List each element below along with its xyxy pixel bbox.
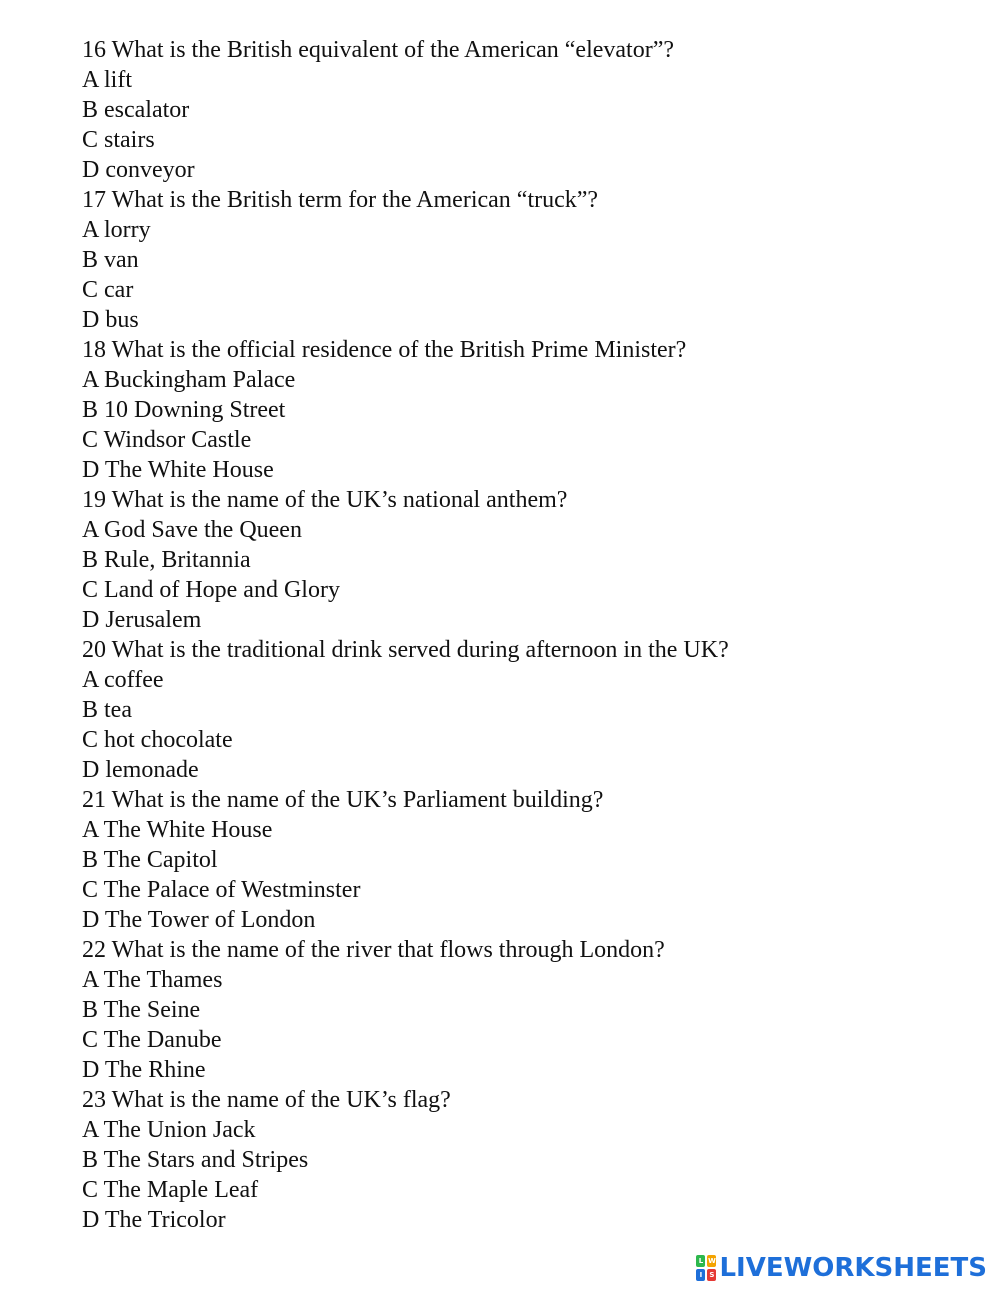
logo-tile-i: I xyxy=(696,1269,705,1281)
option-20-d: D lemonade xyxy=(82,757,199,783)
liveworksheets-logo-text: LIVEWORKSHEETS xyxy=(719,1253,987,1283)
question-17: 17 What is the British term for the American “truck”? xyxy=(82,187,599,213)
option-21-c: C The Palace of Westminster xyxy=(82,877,361,903)
option-23-b: B The Stars and Stripes xyxy=(82,1147,309,1173)
option-19-a: A God Save the Queen xyxy=(82,517,302,543)
option-16-b: B escalator xyxy=(82,97,190,123)
option-19-b: B Rule, Britannia xyxy=(82,547,251,573)
option-19-d: D Jerusalem xyxy=(82,607,202,633)
logo-tile-s: S xyxy=(709,1271,715,1279)
question-16: 16 What is the British equivalent of the American “elevator”? xyxy=(82,37,675,63)
option-16-c: C stairs xyxy=(82,127,155,153)
logo-tile-w: W xyxy=(708,1257,716,1265)
option-22-d: D The Rhine xyxy=(82,1057,206,1083)
question-20: 20 What is the traditional drink served during afternoon in the UK? xyxy=(82,637,729,663)
option-22-a: A The Thames xyxy=(82,967,223,993)
option-23-a: A The Union Jack xyxy=(82,1117,256,1143)
option-17-b: B van xyxy=(82,247,139,273)
option-16-d: D conveyor xyxy=(82,157,195,183)
option-22-c: C The Danube xyxy=(82,1027,222,1053)
option-18-c: C Windsor Castle xyxy=(82,427,252,453)
liveworksheets-logo-icon xyxy=(696,1255,716,1281)
option-21-b: B The Capitol xyxy=(82,847,218,873)
logo-tile-l: L xyxy=(696,1255,705,1267)
option-20-b: B tea xyxy=(82,697,132,723)
liveworksheets-logo xyxy=(696,1253,987,1283)
option-17-d: D bus xyxy=(82,307,139,333)
question-18: 18 What is the official residence of the British Prime Minister? xyxy=(82,337,687,363)
option-17-c: C car xyxy=(82,277,134,303)
option-18-b: B 10 Downing Street xyxy=(82,397,286,423)
option-20-a: A coffee xyxy=(82,667,164,693)
question-22: 22 What is the name of the river that flows through London? xyxy=(82,937,665,963)
option-20-c: C hot chocolate xyxy=(82,727,233,753)
option-18-d: D The White House xyxy=(82,457,274,483)
option-16-a: A lift xyxy=(82,67,133,93)
option-23-d: D The Tricolor xyxy=(82,1207,226,1233)
question-21: 21 What is the name of the UK’s Parliament building? xyxy=(82,787,604,813)
option-19-c: C Land of Hope and Glory xyxy=(82,577,340,603)
option-23-c: C The Maple Leaf xyxy=(82,1177,259,1203)
question-23: 23 What is the name of the UK’s flag? xyxy=(82,1087,451,1113)
option-17-a: A lorry xyxy=(82,217,151,243)
question-19: 19 What is the name of the UK’s national anthem? xyxy=(82,487,568,513)
option-21-d: D The Tower of London xyxy=(82,907,316,933)
worksheet xyxy=(82,35,962,1235)
option-22-b: B The Seine xyxy=(82,997,201,1023)
option-21-a: A The White House xyxy=(82,817,273,843)
option-18-a: A Buckingham Palace xyxy=(82,367,296,393)
